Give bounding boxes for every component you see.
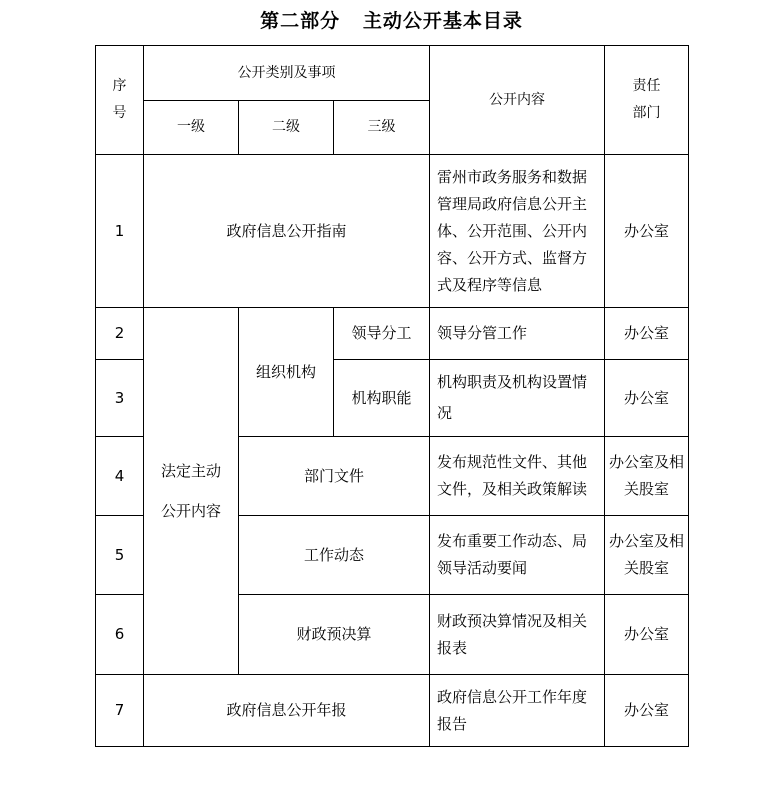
row-dept: 办公室 [605, 155, 689, 308]
row-seq: 5 [96, 516, 144, 595]
level1-statutory-content: 法定主动 公开内容 [144, 308, 239, 675]
row-level3: 领导分工 [334, 308, 430, 360]
header-seq: 序 号 [96, 46, 144, 155]
row-seq: 7 [96, 675, 144, 747]
header-dept: 责任 部门 [605, 46, 689, 155]
row-seq: 4 [96, 437, 144, 516]
header-level2: 二级 [239, 101, 334, 155]
table-row [96, 155, 689, 308]
row-category: 政府信息公开指南 [144, 155, 430, 308]
row-content: 雷州市政务服务和数据管理局政府信息公开主体、公开范围、公开内容、公开方式、监督方式及程序等信息 [430, 155, 605, 308]
row-dept: 办公室及相关股室 [605, 437, 689, 516]
row-category: 部门文件 [239, 437, 430, 516]
row-dept: 办公室 [605, 595, 689, 675]
row-dept: 办公室 [605, 360, 689, 437]
row-content: 财政预决算情况及相关报表 [430, 595, 605, 675]
row-category: 财政预决算 [239, 595, 430, 675]
table-row [96, 675, 689, 747]
row-category: 工作动态 [239, 516, 430, 595]
table-row [96, 308, 689, 360]
row-category: 政府信息公开年报 [144, 675, 430, 747]
row-seq: 1 [96, 155, 144, 308]
header-level1: 一级 [144, 101, 239, 155]
row-level3: 机构职能 [334, 360, 430, 437]
header-category-group: 公开类别及事项 [144, 46, 430, 101]
row-seq: 6 [96, 595, 144, 675]
row-dept: 办公室 [605, 308, 689, 360]
row-content: 政府信息公开工作年度报告 [430, 675, 605, 747]
row-dept: 办公室及相关股室 [605, 516, 689, 595]
row-seq: 2 [96, 308, 144, 360]
row-content: 发布规范性文件、其他文件，及相关政策解读 [430, 437, 605, 516]
header-content: 公开内容 [430, 46, 605, 155]
page-title: 第二部分 主动公开基本目录 [260, 10, 523, 32]
row-content: 机构职责及机构设置情况 [430, 360, 605, 437]
row-seq: 3 [96, 360, 144, 437]
row-content: 发布重要工作动态、局领导活动要闻 [430, 516, 605, 595]
row-dept: 办公室 [605, 675, 689, 747]
disclosure-catalog-table [95, 45, 689, 747]
row-content: 领导分管工作 [430, 308, 605, 360]
header-level3: 三级 [334, 101, 430, 155]
level2-organization: 组织机构 [239, 308, 334, 437]
